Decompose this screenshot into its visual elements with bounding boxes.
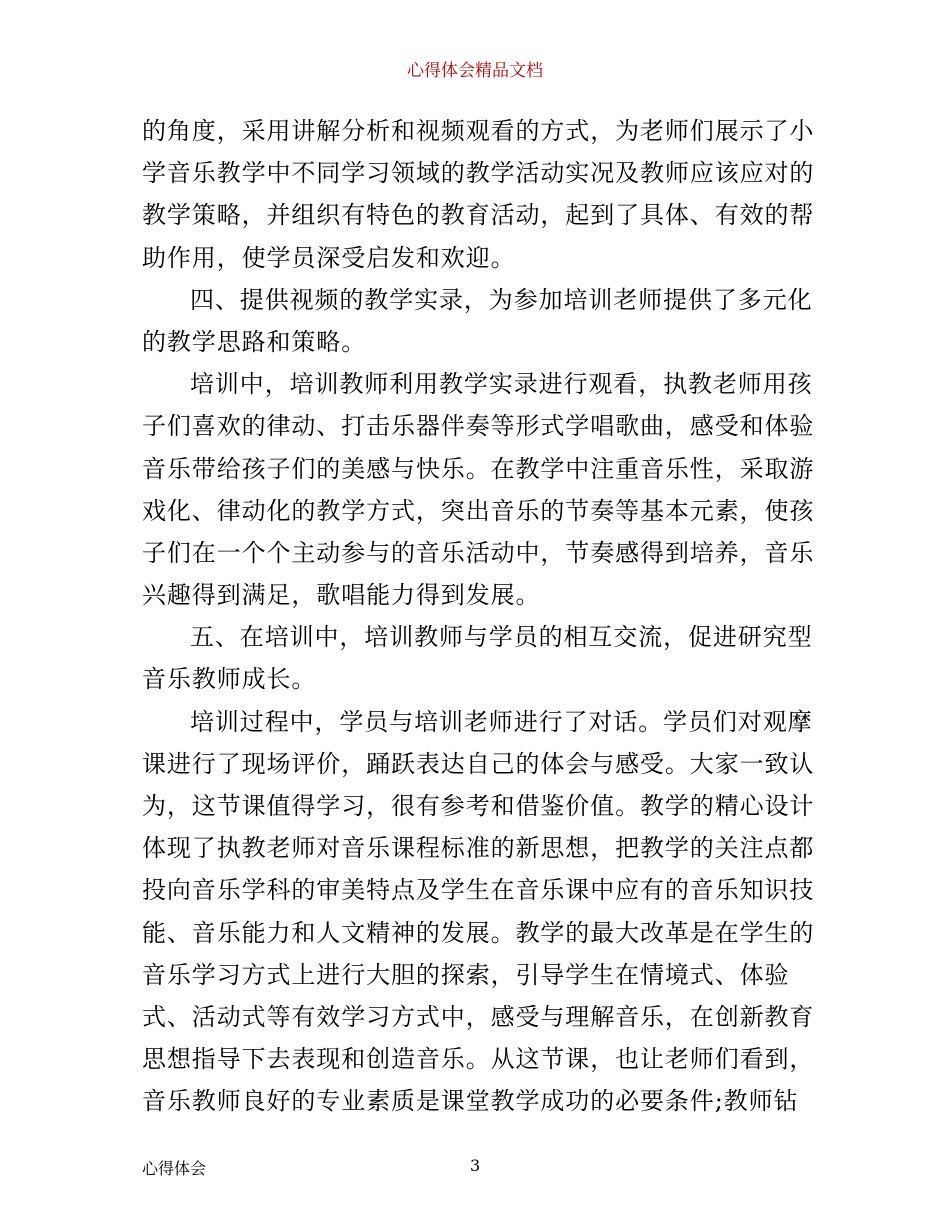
text-line: 音乐学习方式上进行大胆的探索，引导学生在情境式、体验 — [142, 960, 790, 989]
paragraph-start: 培训过程中，学员与培训老师进行了对话。学员们对观摩 — [190, 707, 813, 736]
page-number: 3 — [470, 1156, 481, 1175]
text-line: 体现了执教老师对音乐课程标准的新思想，把教学的关注点都 — [142, 834, 815, 863]
text-line: 子们在一个个主动参与的音乐活动中，节奏感得到培养，音乐 — [142, 538, 815, 567]
paragraph-start: 培训中，培训教师利用教学实录进行观看，执教老师用孩 — [190, 370, 813, 399]
text-line: 式、活动式等有效学习方式中，感受与理解音乐，在创新教育 — [142, 1002, 815, 1031]
page-header-title: 心得体会精品文档 — [407, 61, 543, 81]
text-line: 戏化、律动化的教学方式，突出音乐的节奏等基本元素，使孩 — [142, 496, 815, 525]
text-line: 能、音乐能力和人文精神的发展。教学的最大改革是在学生的 — [142, 918, 815, 947]
text-line: 学音乐教学中不同学习领域的教学活动实况及教师应该应对的 — [142, 159, 815, 188]
text-line: 助作用，使学员深受启发和欢迎。 — [142, 243, 516, 272]
text-line: 为，这节课值得学习，很有参考和借鉴价值。教学的精心设计 — [142, 792, 815, 820]
footer-label: 心得体会 — [142, 1159, 207, 1178]
text-line: 的教学思路和策略。 — [142, 327, 367, 356]
text-line: 的角度，采用讲解分析和视频观看的方式，为老师们展示了小 — [142, 117, 815, 145]
text-line: 教学策略，并组织有特色的教育活动，起到了具体、有效的帮 — [142, 201, 815, 230]
text-line: 思想指导下去表现和创造音乐。从这节课，也让老师们看到， — [142, 1045, 815, 1074]
text-line: 兴趣得到满足，歌唱能力得到发展。 — [142, 581, 541, 610]
section-heading-five: 五、在培训中，培训教师与学员的相互交流，促进研究型 — [190, 623, 813, 652]
text-line: 音乐带给孩子们的美感与快乐。在教学中注重音乐性，采取游 — [142, 454, 815, 483]
text-line: 音乐教师成长。 — [142, 665, 317, 694]
text-line: 音乐教师良好的专业素质是课堂教学成功的必要条件;教师钻 — [142, 1087, 799, 1116]
document-body — [142, 110, 815, 1123]
section-heading-four: 四、提供视频的教学实录，为参加培训老师提供了多元化 — [190, 285, 813, 314]
text-line: 课进行了现场评价，踊跃表达自己的体会与感受。大家一致认 — [142, 749, 815, 778]
text-line: 子们喜欢的律动、打击乐器伴奏等形式学唱歌曲，感受和体验 — [142, 412, 815, 441]
text-line: 投向音乐学科的审美特点及学生在音乐课中应有的音乐知识技 — [142, 876, 815, 905]
